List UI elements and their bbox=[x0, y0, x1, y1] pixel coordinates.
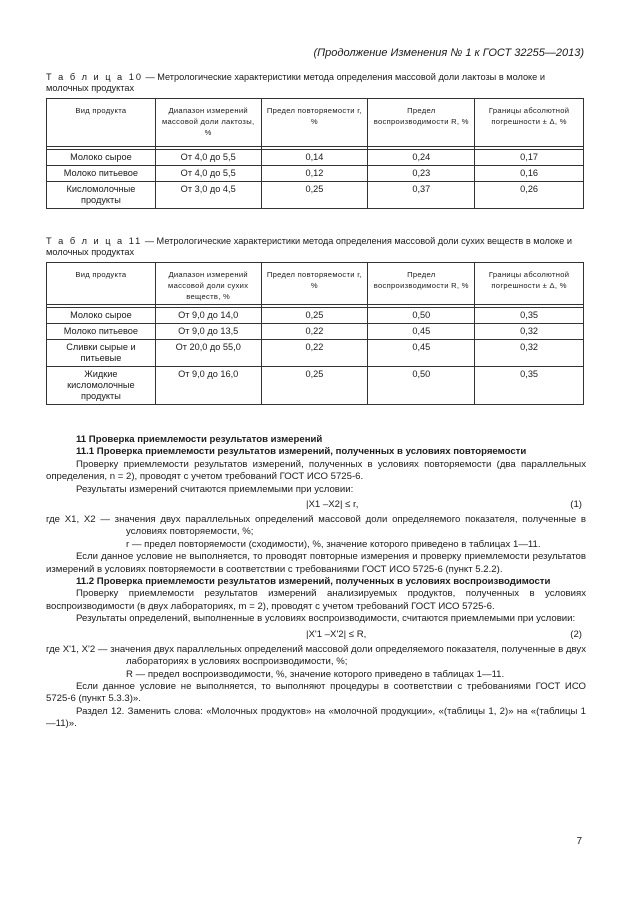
table-row bbox=[47, 182, 584, 209]
page-header: (Продолжение Изменения № 1 к ГОСТ 32255—2013) bbox=[313, 47, 584, 59]
table-cell: 0,23 bbox=[368, 166, 475, 182]
table-cell: Молоко питьевое bbox=[47, 324, 156, 340]
table-row bbox=[47, 150, 584, 166]
table11-header-cell: Предел повторяемости r, % bbox=[261, 263, 368, 305]
table11-header-cell: Диапазон измерений массовой доли сухих веществ, % bbox=[155, 263, 261, 305]
table-cell: 0,32 bbox=[475, 340, 584, 367]
table-cell: Жидкие кисломолочные продукты bbox=[47, 367, 156, 405]
formula-2-number: (2) bbox=[570, 628, 582, 640]
table10-caption-text: — Метрологические характеристики метода определения массовой доли лактозы в молоке и молочных продуктах bbox=[46, 72, 545, 93]
table-cell: 0,35 bbox=[475, 308, 584, 324]
table-cell: 0,25 bbox=[261, 308, 368, 324]
table-cell: От 9,0 до 14,0 bbox=[155, 308, 261, 324]
table-cell: 0,22 bbox=[261, 340, 368, 367]
table-cell: От 9,0 до 13,5 bbox=[155, 324, 261, 340]
table-row bbox=[47, 367, 584, 405]
table-cell: 0,16 bbox=[475, 166, 584, 182]
table10-header-row bbox=[47, 99, 584, 147]
paragraph: r — предел повторяемости (сходимости), %, значение которого приведено в таблицах 1—11. bbox=[126, 538, 541, 550]
table-cell: 0,45 bbox=[368, 340, 475, 367]
table10-header-cell: Границы абсолютной погрешности ± Δ, % bbox=[475, 99, 584, 147]
table-cell: 0,25 bbox=[261, 182, 368, 209]
table-cell: От 4,0 до 5,5 bbox=[155, 150, 261, 166]
table-cell: От 20,0 до 55,0 bbox=[155, 340, 261, 367]
table-cell: 0,12 bbox=[261, 166, 368, 182]
table10-header-cell: Вид продукта bbox=[47, 99, 156, 147]
formula-1 bbox=[46, 496, 586, 514]
table11-header-cell: Границы абсолютной погрешности ± Δ, % bbox=[475, 263, 584, 305]
table11-caption-text: — Метрологические характеристики метода определения массовой доли сухих веществ в молоке и молочных продуктах bbox=[46, 236, 572, 257]
table-cell: От 4,0 до 5,5 bbox=[155, 166, 261, 182]
formula-1-number: (1) bbox=[570, 499, 582, 511]
table-cell: 0,37 bbox=[368, 182, 475, 209]
formula-1-expression: |X1 –X2| ≤ r, bbox=[306, 499, 359, 511]
table-cell: 0,32 bbox=[475, 324, 584, 340]
paragraph: Если данное условие не выполняется, то выполняют процедуры в соответствии с требованиями ГОСТ ИСО 5725-6 (пункт 5.3.3)». bbox=[46, 680, 586, 705]
paragraph: Если данное условие не выполняется, то проводят повторные измерения и проверку приемлемости результатов измерений в условиях повторяемости в соответствии с требованиями ГОСТ ИСО 5725-6 (пункт 5.2.2). bbox=[46, 551, 586, 575]
table10-caption bbox=[46, 72, 586, 94]
table-row bbox=[47, 324, 584, 340]
table-cell: 0,50 bbox=[368, 367, 475, 405]
table-cell: Кисломолочные продукты bbox=[47, 182, 156, 209]
section-11-body bbox=[46, 434, 586, 731]
table-cell: 0,17 bbox=[475, 150, 584, 166]
table11-header-cell: Вид продукта bbox=[47, 263, 156, 305]
table-cell: 0,45 bbox=[368, 324, 475, 340]
table-row bbox=[47, 166, 584, 182]
table-cell: 0,35 bbox=[475, 367, 584, 405]
table11-header-cell: Предел воспроизводимости R, % bbox=[368, 263, 475, 305]
table11 bbox=[46, 262, 584, 405]
paragraph: Проверку приемлемости результатов измерений, полученных в условиях повторяемости (два параллельных определения, n = 2), проводят с учетом требований ГОСТ ИСО 5725-6. bbox=[46, 458, 586, 483]
paragraph: Результаты определений, выполненные в условиях воспроизводимости, считаются приемлемыми при условии: bbox=[76, 613, 576, 625]
table-cell: 0,24 bbox=[368, 150, 475, 166]
table10-header-cell: Диапазон измерений массовой доли лактозы, % bbox=[155, 99, 261, 147]
table-cell: 0,14 bbox=[261, 150, 368, 166]
paragraph: Результаты измерений считаются приемлемыми при условии: bbox=[76, 483, 354, 495]
paragraph: Проверку приемлемости результатов измерений анализируемых продуктов, полученных в условиях воспроизводимости (в двух лабораториях, m = 2), проводят с учетом требований ГОСТ ИСО 5725-6. bbox=[46, 588, 586, 612]
table11-label: Т а б л и ц а 11 bbox=[46, 236, 143, 246]
paragraph: где X'1, X'2 — значения двух параллельных определений массовой доли определяемого показателя, полученные в двух лабораториях в условиях воспроизводимости, %; bbox=[46, 643, 586, 668]
paragraph: Раздел 12. Заменить слова: «Молочных продуктов» на «молочной продукции», «(таблицы 1, 2)» на «(таблицы 1—11)». bbox=[46, 705, 586, 730]
table-cell: 0,50 bbox=[368, 308, 475, 324]
table-cell: Молоко сырое bbox=[47, 308, 156, 324]
section-11-heading: 11 Проверка приемлемости результатов измерений bbox=[76, 434, 323, 445]
table-cell: 0,22 bbox=[261, 324, 368, 340]
table-cell: Молоко питьевое bbox=[47, 166, 156, 182]
table10-header-cell: Предел повторяемости r, % bbox=[261, 99, 368, 147]
page-number: 7 bbox=[576, 836, 582, 847]
table-row bbox=[47, 340, 584, 367]
paragraph: где X1, X2 — значения двух параллельных определений массовой доли определяемого показателя, полученные в условиях повторяемости, %; bbox=[46, 514, 586, 538]
table-cell: От 9,0 до 16,0 bbox=[155, 367, 261, 405]
table10-header-cell: Предел воспроизводимости R, % bbox=[368, 99, 475, 147]
paragraph: R — предел воспроизводимости, %, значение которого приведено в таблицах 1—11. bbox=[126, 668, 505, 680]
table10-label: Т а б л и ц а 10 bbox=[46, 72, 143, 82]
table-cell: 0,26 bbox=[475, 182, 584, 209]
table-row bbox=[47, 308, 584, 324]
table-cell: 0,25 bbox=[261, 367, 368, 405]
table11-header-row bbox=[47, 263, 584, 305]
table-cell: Молоко сырое bbox=[47, 150, 156, 166]
table10 bbox=[46, 98, 584, 209]
table-cell: Сливки сырые и питьевые bbox=[47, 340, 156, 367]
section-11-1-heading: 11.1 Проверка приемлемости результатов измерений, полученных в условиях повторяемости bbox=[76, 446, 527, 458]
formula-2 bbox=[46, 626, 586, 644]
section-11-2-heading: 11.2 Проверка приемлемости результатов измерений, полученных в условиях воспроизводимости bbox=[76, 576, 551, 588]
table11-caption bbox=[46, 236, 586, 258]
formula-2-expression: |X'1 –X'2| ≤ R, bbox=[306, 628, 367, 640]
table-cell: От 3,0 до 4,5 bbox=[155, 182, 261, 209]
